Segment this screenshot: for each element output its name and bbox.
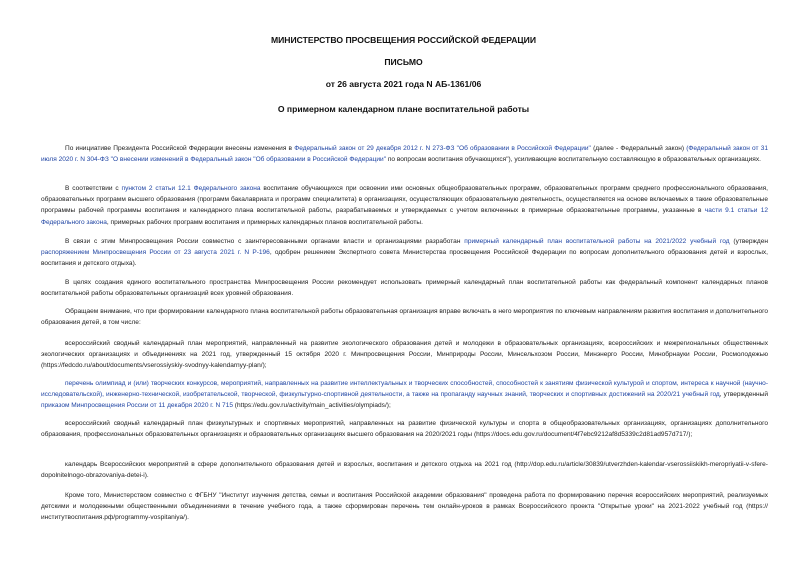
paragraph-1 [41,143,768,165]
paragraph-text: по вопросам воспитания обучающихся"), усиливающие воспитательную составляющую в образовательных организациях. [386,156,761,164]
document-date-number: от 26 августа 2021 года N АБ-1361/06 [325,79,482,89]
paragraph-2 [41,183,768,228]
paragraph-text: По инициативе Президента Российской Федерации внесены изменения в [65,145,295,152]
paragraph-3 [41,236,768,270]
paragraph-text: , примерных рабочих программ воспитания и примерных календарных планов воспитательной работы. [106,218,423,226]
paragraph-text: В связи с этим Минпросвещения России совместно с заинтересованными органами власти и организациями разработан [65,238,465,245]
law-link-273fz[interactable]: Федеральный закон от 29 декабря 2012 г. N 273-ФЗ "Об образовании в Российской Федерации" [294,145,591,152]
list-item-events-calendar: календарь Всероссийских мероприятий в сфере дополнительного образования детей и взрослых, воспитания и детского отдыха на 2021 год (http://dop.edu.ru/article/30839/utverzhden-kalendar-vserossiiskikh-meropriyatii-v-sfere-dopolnitelnogo-obrazovaniya-detei-i). [41,461,768,480]
paragraph-text: (утвержден [729,238,768,245]
paragraph-text: , утвержденный [719,391,769,399]
law-link-article-12-1[interactable]: пунктом 2 статьи 12.1 Федерального закона [121,185,261,192]
law-link-article-12-9-1[interactable]: части 9.1 статьи 12 Федерального закона [41,207,768,226]
ministry-heading: МИНИСТЕРСТВО ПРОСВЕЩЕНИЯ РОССИЙСКОЙ ФЕДЕРАЦИИ [270,35,537,45]
paragraph-text: , одобрен решением Экспертного совета Министерства просвещения Российской Федерации по вопросам дополнительного образования детей и взрослых, воспитания и детского отдыха). [41,249,768,268]
list-item-sports-plan: всероссийский сводный календарный план физкультурных и спортивных мероприятий, направленных на развитие физической культуры и спорта в общеобразовательных организациях, организациях дополнительного образования, профессиональных образовательных организациях и образовательных организациях высшего образования на 2020/2021 годы (https://docs.edu.gov.ru/document/4f7ebc9212af8d5339c2d81ad957d717/); [41,420,768,439]
document-subject: О примерном календарном плане воспитательной работы [277,104,530,114]
order-r196-link[interactable]: распоряжением Минпросвещения России от 23 августа 2021 г. N Р-196 [41,249,270,257]
paragraph-text: воспитание обучающихся при освоении ими основных общеобразовательных программ, образовательных программ среднего профессионального образования, образовательных программ высшего образования (программ бакалавриата и программ специалитета) в организациях, осуществляющих образовательную деятельность, осуществляется на основе включаемых в такие образовательные программы рабочей программы воспитания и календарного плана воспитательной работы, разрабатываемых и утверждаемых с учетом включенных в примерные образовательные программы, указанные в [41,185,768,215]
paragraph-text: В соответствии с [65,185,122,192]
olympiads-list-link[interactable]: перечень олимпиад и (или) творческих конкурсов, мероприятий, направленных на развитие интеллектуальных и творческих способностей, способностей к занятиям физической культурой и спортом, интереса к научной (научно-исследовательской), инженерно-технической, изобретательской, творческой, физкультурно-спортивной деятельности, а также на пропаганду научных знаний, творческих и спортивных достижений на 2020/21 учебный год [41,380,768,399]
paragraph-5: Обращаем внимание, что при формировании календарного плана воспитательной работы образовательная организация вправе включать в него мероприятия по ключевым направлениям развития воспитания и дополнительного образования детей, в том числе: [41,308,768,327]
list-item-olympiads [41,378,768,412]
document-type: ПИСЬМО [384,57,423,67]
order-715-link[interactable]: приказом Минпросвещения России от 11 декабря 2020 г. N 715 [41,402,233,410]
calendar-plan-link[interactable]: примерный календарный план воспитательной работы на 2021/2022 учебный год [464,238,730,245]
paragraph-4: В целях создания единого воспитательного пространства Минпросвещения России рекомендует использовать примерный календарный план воспитательной работы как федеральный компонент календарных планов воспитательной работы образовательных организаций всех уровней образования. [41,279,768,298]
paragraph-text: (https://edu.gov.ru/activity/main_activities/olympiads/); [232,402,391,410]
law-link-304fz[interactable]: (Федеральный закон от 31 июля 2020 г. N 304-ФЗ "О внесении изменений в Федеральный закон "Об образовании в Российской Федерации" [41,145,768,164]
list-item-ecology-plan: всероссийский сводный календарный план мероприятий, направленный на развитие экологического образования детей и молодежи в образовательных организациях, всероссийских и межрегиональных общественных экологических организациях и объединениях на 2021 год, утвержденный 15 октября 2020 г. Минпросвещения России, Минприроды России, Минсельхозом России, Минэнерго России, Минобрнауки России, Росмолодежью (https://fedcdo.ru/about/documents/vserossiyskiy-svodnyy-kalendarnyy-plan/); [41,340,768,370]
paragraph-10: Кроме того, Министерством совместно с ФГБНУ "Институт изучения детства, семьи и воспитания Российской академии образования" проведена работа по формированию перечня всероссийских мероприятий, реализуемых детскими и молодежными общественными объединениями в течение учебного года, а также сформирован перечень тем онлайн-уроков в рамках Всероссийского проекта "Открытые уроки" на 2021-2022 учебный год (https://институтвоспитания.рф/programmy-vospitaniya/). [41,492,768,522]
paragraph-text: (далее - Федеральный закон) [590,145,687,152]
